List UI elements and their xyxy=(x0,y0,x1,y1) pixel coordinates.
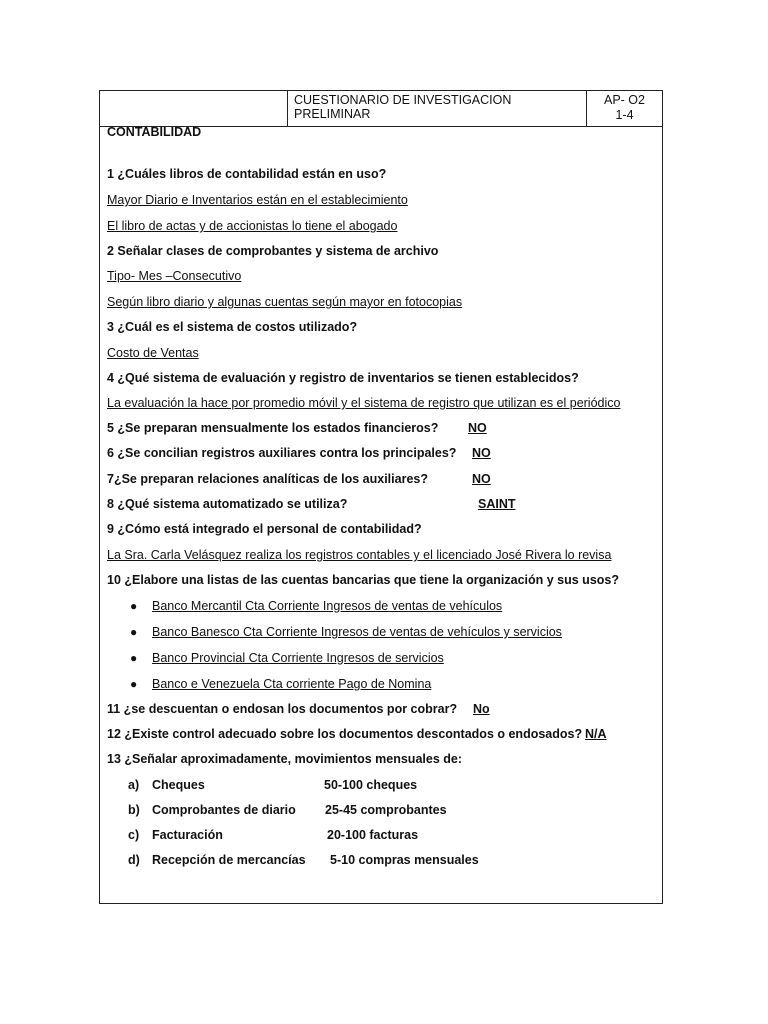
answer-5: NO xyxy=(468,421,487,435)
question-8: 8 ¿Qué sistema automatizado se utiliza? xyxy=(107,497,348,511)
question-11: 11 ¿se descuentan o endosan los documentos por cobrar? xyxy=(107,702,458,716)
answer-3: Costo de Ventas xyxy=(107,346,199,360)
answer-2a: Tipo- Mes –Consecutivo xyxy=(107,269,242,283)
bullet-icon: ● xyxy=(130,625,138,639)
answer-11: No xyxy=(473,702,490,716)
answer-1a: Mayor Diario e Inventarios están en el establecimiento xyxy=(107,193,408,207)
question-6: 6 ¿Se concilian registros auxiliares contra los principales? xyxy=(107,446,457,460)
answer-2b: Según libro diario y algunas cuentas según mayor en fotocopias xyxy=(107,295,463,309)
question-13: 13 ¿Señalar aproximadamente, movimientos mensuales de: xyxy=(107,752,462,766)
item-label: Comprobantes de diario xyxy=(152,803,296,817)
form-code-cell xyxy=(587,91,662,126)
question-9: 9 ¿Cómo está integrado el personal de contabilidad? xyxy=(107,522,422,536)
header-blank-cell xyxy=(100,91,288,126)
item-label: Cheques xyxy=(152,778,205,792)
bullet-icon: ● xyxy=(130,651,138,665)
item-letter: d) xyxy=(128,853,140,867)
bank-item: Banco Banesco Cta Corriente Ingresos de ventas de vehículos y servicios xyxy=(152,625,562,639)
answer-7: NO xyxy=(472,472,491,486)
item-value: 5-10 compras mensuales xyxy=(330,853,479,867)
form-title: CUESTIONARIO DE INVESTIGACION PRELIMINAR xyxy=(288,91,587,126)
item-letter: a) xyxy=(128,778,140,792)
form-header xyxy=(100,91,662,127)
form-code: AP- O2 xyxy=(604,93,645,107)
question-12: 12 ¿Existe control adecuado sobre los documentos descontados o endosados? xyxy=(107,727,583,741)
section-title: CONTABILIDAD xyxy=(107,125,202,139)
answer-9: La Sra. Carla Velásquez realiza los registros contables y el licenciado José Rivera lo revisa xyxy=(107,548,612,562)
questionnaire-form xyxy=(99,90,663,904)
item-value: 25-45 comprobantes xyxy=(325,803,447,817)
item-value: 20-100 facturas xyxy=(327,828,419,842)
answer-12: N/A xyxy=(585,727,607,741)
question-10: 10 ¿Elabore una listas de las cuentas bancarias que tiene la organización y sus usos? xyxy=(107,573,619,587)
form-page: 1-4 xyxy=(615,108,634,122)
bullet-icon: ● xyxy=(130,677,138,691)
bank-item: Banco e Venezuela Cta corriente Pago de Nomina xyxy=(152,677,432,691)
question-3: 3 ¿Cuál es el sistema de costos utilizado? xyxy=(107,320,358,334)
item-value: 50-100 cheques xyxy=(324,778,418,792)
bank-item: Banco Provincial Cta Corriente Ingresos de servicios xyxy=(152,651,444,665)
answer-1b: El libro de actas y de accionistas lo tiene el abogado xyxy=(107,219,398,233)
bank-item: Banco Mercantil Cta Corriente Ingresos de ventas de vehículos xyxy=(152,599,503,613)
question-7: 7¿Se preparan relaciones analíticas de los auxiliares? xyxy=(107,472,428,486)
item-letter: c) xyxy=(128,828,140,842)
item-label: Recepción de mercancías xyxy=(152,853,306,867)
item-letter: b) xyxy=(128,803,140,817)
question-5: 5 ¿Se preparan mensualmente los estados financieros? xyxy=(107,421,439,435)
answer-8: SAINT xyxy=(478,497,516,511)
answer-4: La evaluación la hace por promedio móvil y el sistema de registro que utilizan es el periódico xyxy=(107,396,621,410)
answer-6: NO xyxy=(472,446,491,460)
item-label: Facturación xyxy=(152,828,223,842)
question-4: 4 ¿Qué sistema de evaluación y registro de inventarios se tienen establecidos? xyxy=(107,371,579,385)
question-1: 1 ¿Cuáles libros de contabilidad están en uso? xyxy=(107,167,387,181)
bullet-icon: ● xyxy=(130,599,138,613)
question-2: 2 Señalar clases de comprobantes y sistema de archivo xyxy=(107,244,439,258)
